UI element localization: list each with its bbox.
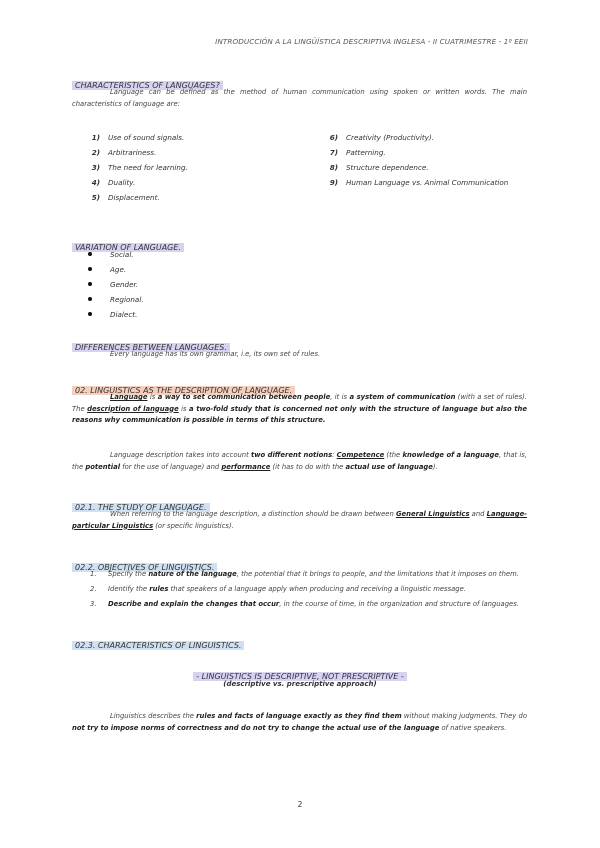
list-item: 3. Describe and explain the changes that occur, in the course of time, in the organization and structure of languages. xyxy=(90,600,519,608)
list-item: 2) Arbitrariness. xyxy=(91,148,157,157)
list-item: Regional. xyxy=(88,292,144,307)
heading-characteristics: CHARACTERISTICS OF LANGUAGES? xyxy=(72,73,223,92)
bullet-icon xyxy=(88,252,92,256)
objectives-list xyxy=(90,567,519,612)
list-item: 3) The need for learning. xyxy=(91,163,188,172)
differences-text: Every language has its own grammar, i.e, its own set of rules. xyxy=(110,350,321,358)
list-item: 4) Duality. xyxy=(91,178,136,187)
variation-list xyxy=(88,247,144,322)
heading-02-2: 02.2. OBJECTIVES OF LINGUISTICS. xyxy=(72,555,217,574)
page-number: 2 xyxy=(297,800,303,809)
heading-02-1: 02.1. THE STUDY OF LANGUAGE. xyxy=(72,495,210,514)
characteristics-intro: Language can be defined as the method of human communication using spoken or written words. The main characteristics of language are: xyxy=(72,88,527,108)
list-item: 5) Displacement. xyxy=(91,193,160,202)
heading-02-3: 02.3. CHARACTERISTICS OF LINGUISTICS. xyxy=(72,633,244,652)
list-item: Age. xyxy=(88,262,144,277)
characteristics-list-left xyxy=(75,130,188,205)
list-item: 1) Use of sound signals. xyxy=(91,133,185,142)
heading-differences: DIFFERENCES BETWEEN LANGUAGES. xyxy=(72,335,230,354)
s02-paragraph-2: Language description takes into account two different notions: Competence (the knowledge of a language, that is, the potential for the use of language) and performance (it has to do with the actual use of language). xyxy=(72,451,528,471)
list-item: Social. xyxy=(88,247,144,262)
list-item: 9) Human Language vs. Animal Communication xyxy=(329,178,509,187)
s021-paragraph: When referring to the language description, a distinction should be drawn between General Linguistics and Language-particular Linguistics (or specific linguistics). xyxy=(72,510,527,530)
heading-02: 02. LINGUISTICS AS THE DESCRIPTION OF LANGUAGE. xyxy=(72,378,295,397)
list-item: 1. Specify the nature of the language, the potential that it brings to people, and the limitations that it imposes on them. xyxy=(90,570,519,578)
list-item: 8) Structure dependence. xyxy=(329,163,429,172)
bullet-icon xyxy=(88,267,92,271)
list-item: 7) Patterning. xyxy=(329,148,386,157)
list-item: Gender. xyxy=(88,277,144,292)
descriptive-title: - LINGUISTICS IS DESCRIPTIVE, NOT PRESCRIPTIVE - xyxy=(0,664,600,683)
heading-variation: VARIATION OF LANGUAGE. xyxy=(72,235,184,254)
list-item: 6) Creativity (Productivity). xyxy=(329,133,435,142)
s023-paragraph: Linguistics describes the rules and facts of language exactly as they find them without making judgments. They do not try to impose norms of correctness and do not try to change the actual use of the language of native speakers. xyxy=(72,712,527,732)
bullet-icon xyxy=(88,282,92,286)
list-item: Dialect. xyxy=(88,307,144,322)
bullet-icon xyxy=(88,312,92,316)
page-header: INTRODUCCIÓN A LA LINGÜÍSTICA DESCRIPTIVA INGLESA - II CUATRIMESTRE - 1º EEII xyxy=(215,37,528,46)
bullet-icon xyxy=(88,297,92,301)
list-item: 2. Identify the rules that speakers of a language apply when producing and receiving a linguistic message. xyxy=(90,585,466,593)
s02-paragraph-1: Language is a way to set communication between people, it is a system of communication (with a set of rules). The description of language is a two-fold study that is concerned not only with the structure of language but also the reasons why communication is possible in terms of this structure. xyxy=(72,393,527,424)
descriptive-subtitle: (descriptive vs. prescriptive approach) xyxy=(223,680,377,688)
characteristics-list-right xyxy=(313,130,508,190)
